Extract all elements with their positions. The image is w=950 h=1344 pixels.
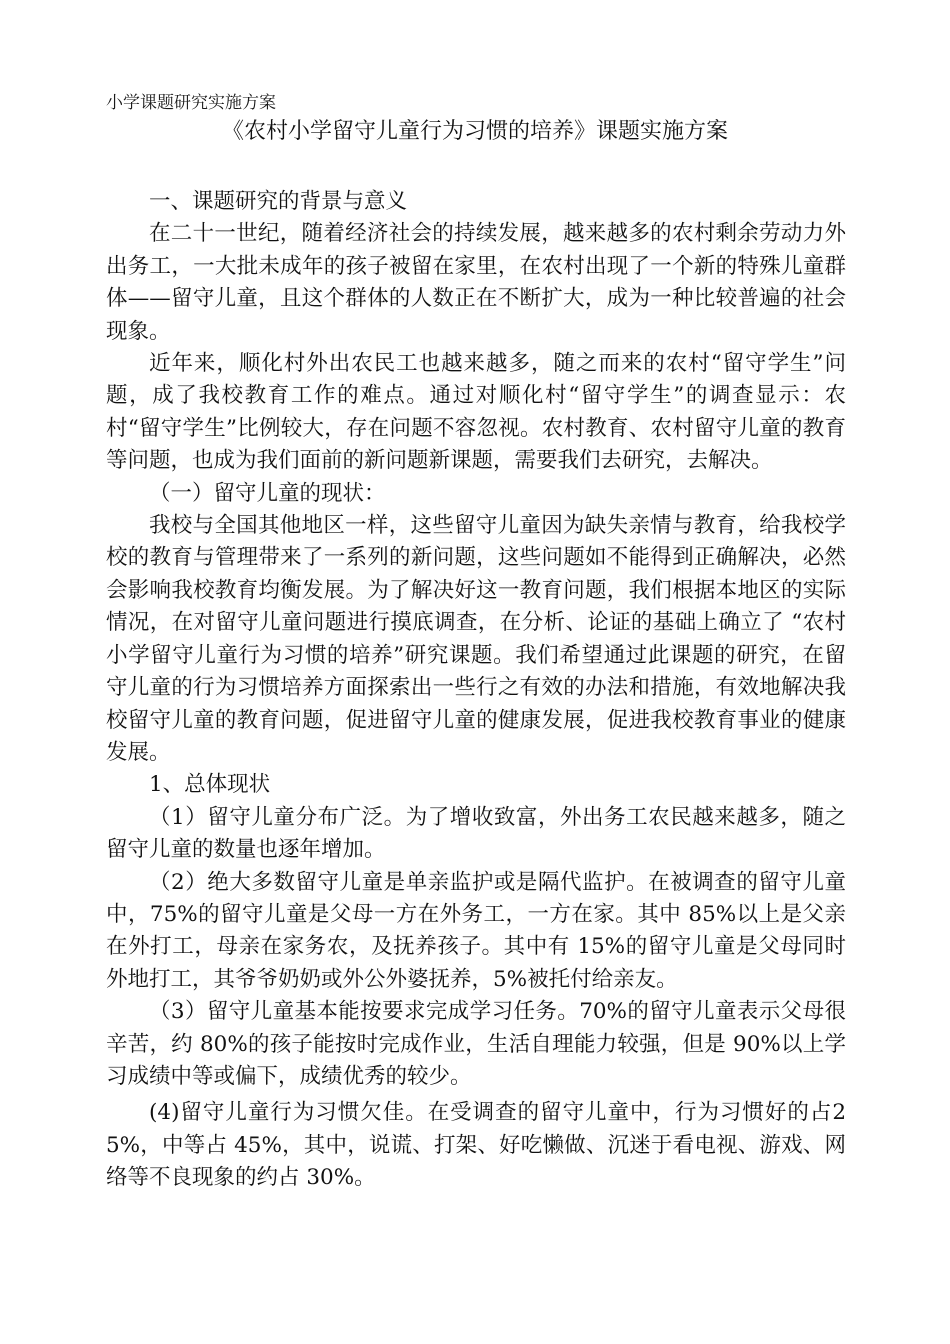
section-heading-background: 一、课题研究的背景与意义: [149, 189, 408, 214]
document-header: 小学课题研究实施方案: [106, 93, 276, 113]
list-item-4-behavior: (4)留守儿童行为习惯欠佳。在受调查的留守儿童中，行为习惯好的占25%，中等占 45%，其中，说谎、打架、好吃懒做、沉迷于看电视、游戏、网络等不良现象的约占 30%。: [106, 1100, 846, 1191]
paragraph-school-research: 我校与全国其他地区一样，这些留守儿童因为缺失亲情与教育，给我校学校的教育与管理带来了一系列的新问题，这些问题如不能得到正确解决，必然会影响我校教育均衡发展。为了解决好这一教育问题，我们根据本地区的实际情况，在对留守儿童问题进行摸底调查，在分析、论证的基础上确立了 “农村小学留守儿童行为习惯的培养”研究课题。我们希望通过此课题的研究，在留守儿童的行为习惯培养方面探索出一些行之有效的办法和措施，有效地解决我校留守儿童的教育问题，促进留守儿童的健康发展，促进我校教育事业的健康发展。: [106, 513, 846, 765]
list-item-1-distribution: （1）留守儿童分布广泛。为了增收致富，外出务工农民越来越多，随之留守儿童的数量也逐年增加。: [106, 804, 846, 863]
list-item-2-guardianship: （2）绝大多数留守儿童是单亲监护或是隔代监护。在被调查的留守儿童中，75%的留守儿童是父母一方在外务工，一方在家。其中 85%以上是父亲在外打工，母亲在家务农，及抚养孩子。其中有 15%的留守儿童是父母同时外地打工，其爷爷奶奶或外公外婆抚养，5%被托付给亲友。: [106, 869, 846, 992]
paragraph-recent-years: 近年来，顺化村外出农民工也越来越多，随之而来的农村“留守学生”问题，成了我校教育工作的难点。通过对顺化村“留守学生”的调查显示：农村“留守学生”比例较大，存在问题不容忽视。农村教育、农村留守儿童的教育等问题，也成为我们面前的新问题新课题，需要我们去研究，去解决。: [106, 351, 846, 474]
document-body: [106, 186, 846, 1195]
subheading-overall-status: 1、总体现状: [149, 772, 271, 798]
paragraph-background: 在二十一世纪，随着经济社会的持续发展，越来越多的农村剩余劳动力外出务工，一大批未成年的孩子被留在家里，在农村出现了一个新的特殊儿童群体——留守儿童，且这个群体的人数正在不断扩大，成为一种比较普遍的社会现象。: [106, 221, 846, 344]
document-title: 《农村小学留守儿童行为习惯的培养》课题实施方案: [221, 119, 728, 144]
list-item-3-learning: （3）留守儿童基本能按要求完成学习任务。70%的留守儿童表示父母很辛苦，约 80%的孩子能按时完成作业，生活自理能力较强，但是 90%以上学习成绩中等或偏下，成绩优秀的较少。: [106, 999, 846, 1089]
subsection-heading-status: （一）留守儿童的现状：: [149, 480, 386, 506]
